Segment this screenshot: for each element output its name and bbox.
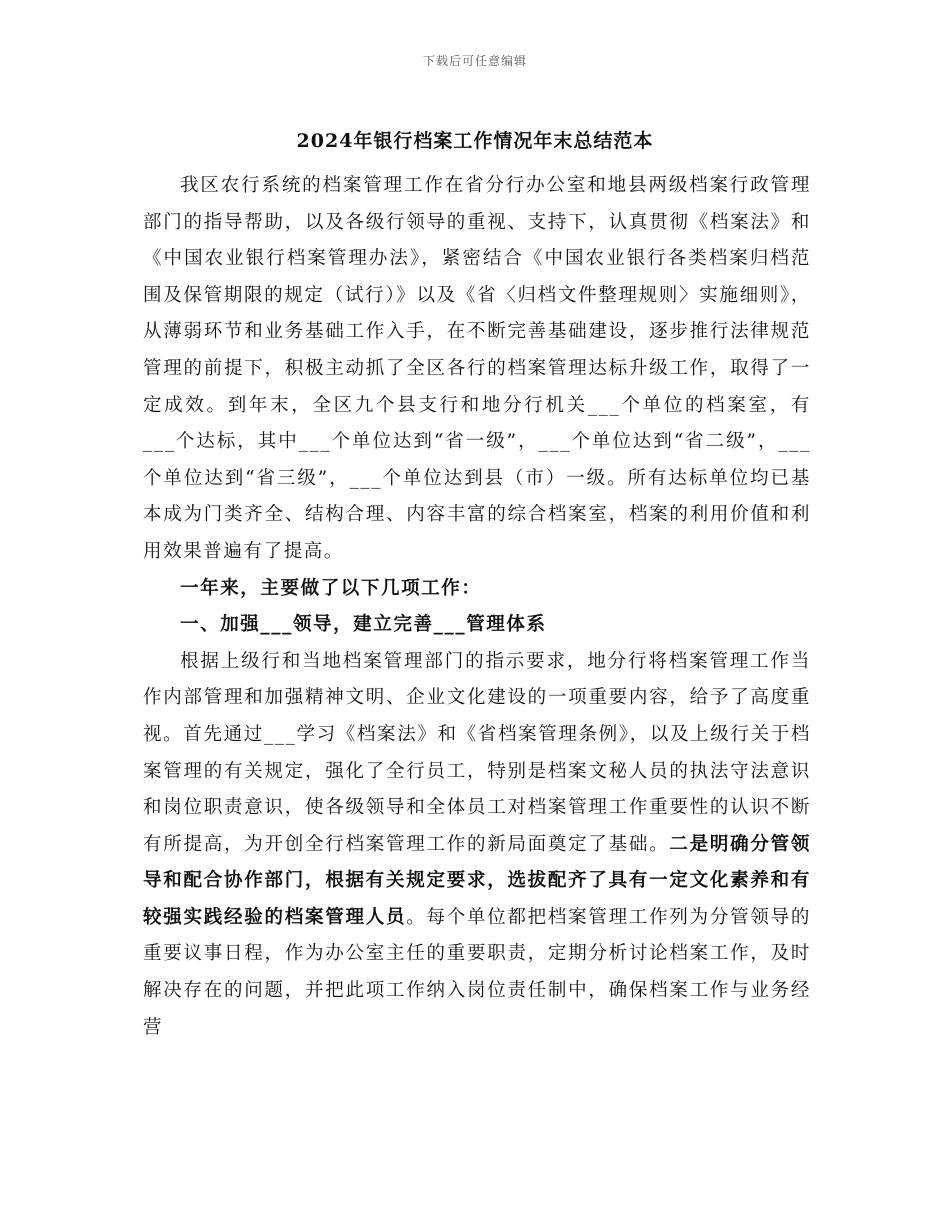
page-header-note: 下载后可任意编辑 bbox=[422, 54, 527, 68]
section1-text-part2: 。每个单位都把档案管理工作列为分管领导的重要议事日程，作为办公室主任的重要职责，定期分析讨论档案工作，及时解决存在的问题，并把此项工作纳入岗位责任制中，确保档案工作与业务经营 bbox=[143, 906, 811, 1038]
intro-paragraph: 我区农行系统的档案管理工作在省分行办公室和地县两级档案行政管理部门的指导帮助，以及各级行领导的重视、支持下，认真贯彻《档案法》和《中国农业银行档案管理办法》，紧密结合《中国农业银行各类档案归档范围及保管期限的规定（试行）》以及《省〈归档文件整理规则〉实施细则》，从薄弱环节和业务基础工作入手，在不断完善基础建设，逐步推行法律规范管理的前提下，积极主动抓了全区各行的档案管理达标升级工作，取得了一定成效。到年末，全区九个县支行和地分行机关___个单位的档案室，有___个达标，其中___个单位达到“省一级”，___个单位达到“省二级”，___个单位达到“省三级”，___个单位达到县（市）一级。所有达标单位均已基本成为门类齐全、结构合理、内容丰富的综合档案室，档案的利用价值和利用效果普遍有了提高。 bbox=[143, 175, 811, 562]
document-title: 2024年银行档案工作情况年末总结范本 bbox=[296, 130, 654, 152]
section1-text-part1: 根据上级行和当地档案管理部门的指示要求，地分行将档案管理工作当作内部管理和加强精神文明、企业文化建设的一项重要内容，给予了高度重视。首先通过___学习《档案法》和《省档案管理条例》，以及上级行关于档案管理的有关规定，强化了全行员工，特别是档案文秘人员的执法守法意识和岗位职责意识，使各级领导和全体员工对档案管理工作重要性的认识不断有所提高，为开创全行档案管理工作的新局面奠定了基础。 bbox=[143, 650, 811, 855]
section1-paragraph bbox=[143, 644, 811, 1047]
overview-heading: 一年来，主要做了以下几项工作： bbox=[180, 577, 482, 599]
section1-heading: 一、加强___领导，建立完善___管理体系 bbox=[180, 614, 547, 636]
section1-bold-text: 二是明确分管领导和配合协作部门，根据有关规定要求，选拔配齐了具有一定文化素养和有较强实践经验的档案管理人员 bbox=[143, 833, 812, 928]
document-body bbox=[143, 168, 811, 1046]
